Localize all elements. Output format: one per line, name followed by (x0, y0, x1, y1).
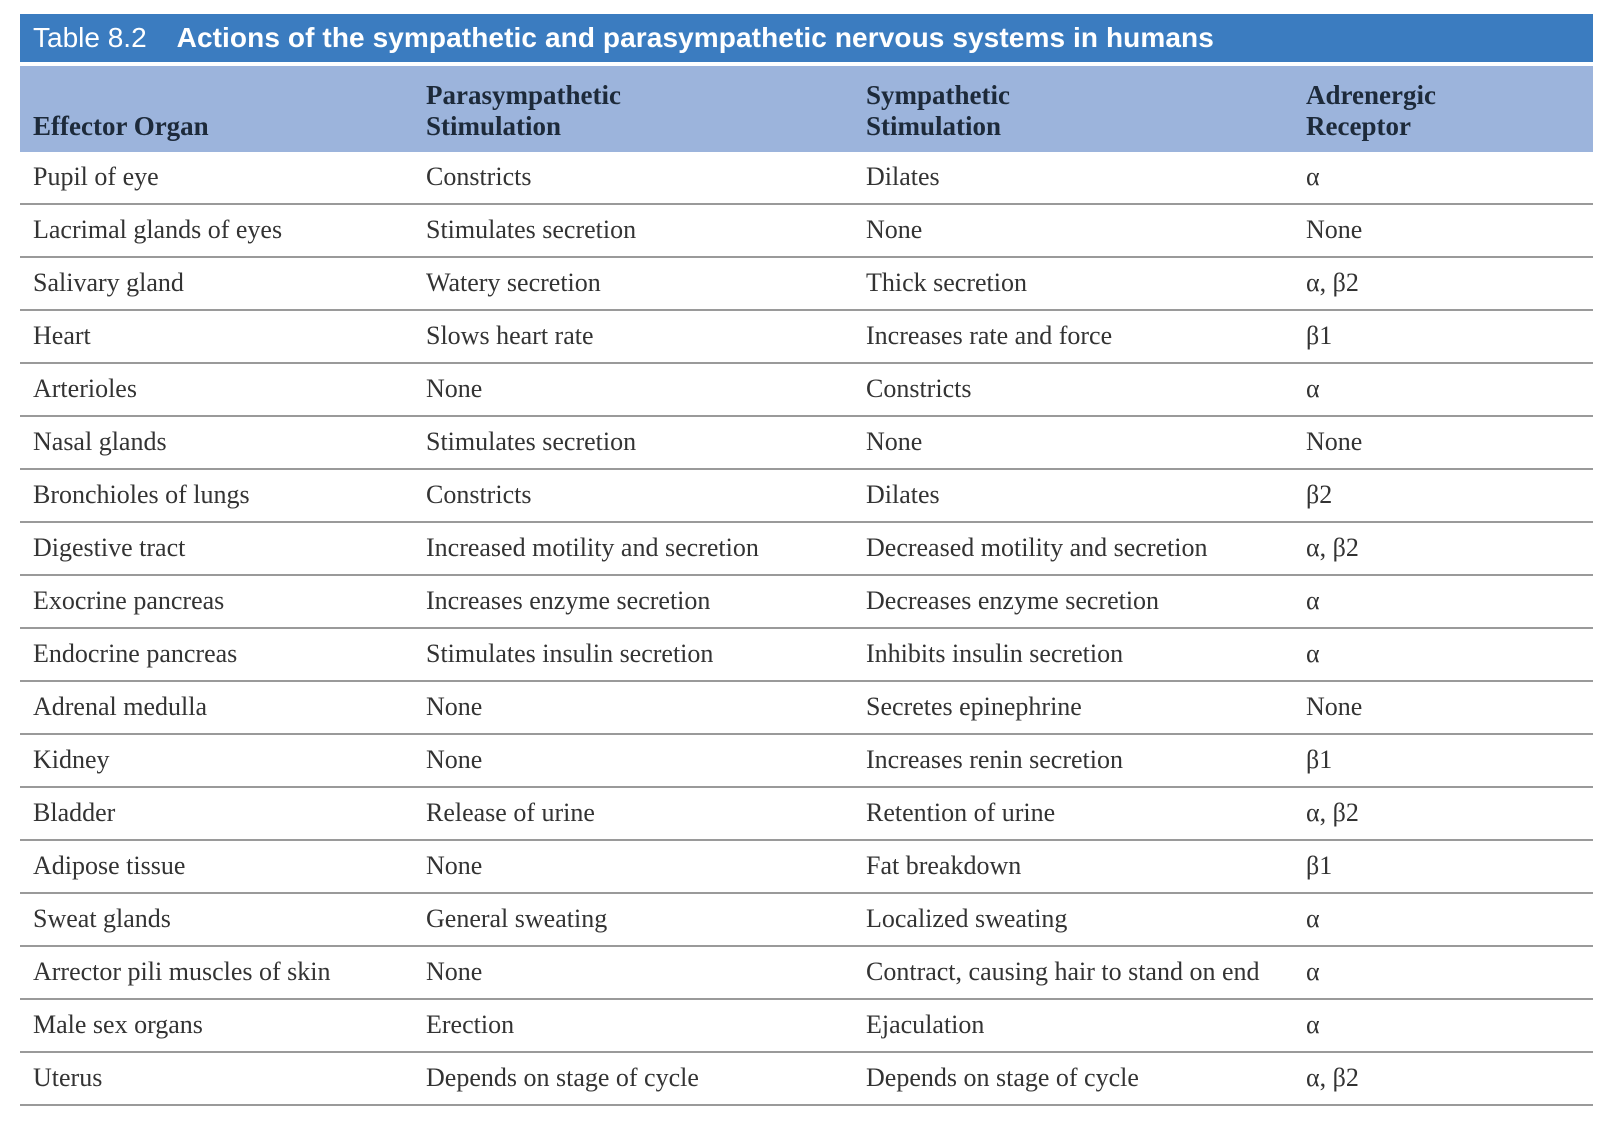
cell-effector-organ: Kidney (20, 734, 413, 787)
cell-effector-organ: Sweat glands (20, 893, 413, 946)
table-row (20, 787, 1593, 840)
cell-effector-organ: Bladder (20, 787, 413, 840)
cell-sympathetic: Decreases enzyme secretion (853, 575, 1293, 628)
header-effector-organ: Effector Organ (20, 66, 413, 152)
table-container (20, 14, 1593, 1106)
table-row (20, 204, 1593, 257)
table-row (20, 469, 1593, 522)
cell-parasympathetic: None (413, 840, 853, 893)
table-row (20, 840, 1593, 893)
effector-table (20, 66, 1593, 1106)
table-body (20, 152, 1593, 1105)
cell-parasympathetic: None (413, 363, 853, 416)
cell-adrenergic-receptor: β1 (1293, 840, 1593, 893)
cell-sympathetic: Thick secretion (853, 257, 1293, 310)
table-row (20, 628, 1593, 681)
cell-sympathetic: Dilates (853, 469, 1293, 522)
cell-adrenergic-receptor: α (1293, 363, 1593, 416)
cell-sympathetic: Dilates (853, 152, 1293, 204)
cell-sympathetic: Retention of urine (853, 787, 1293, 840)
cell-adrenergic-receptor: β1 (1293, 310, 1593, 363)
table-title: Actions of the sympathetic and parasympathetic nervous systems in humans (176, 22, 1214, 53)
table-header (20, 66, 1593, 152)
cell-sympathetic: Depends on stage of cycle (853, 1052, 1293, 1105)
cell-adrenergic-receptor: α, β2 (1293, 522, 1593, 575)
cell-sympathetic: Increases renin secretion (853, 734, 1293, 787)
cell-parasympathetic: Stimulates secretion (413, 204, 853, 257)
table-row (20, 734, 1593, 787)
cell-adrenergic-receptor: α (1293, 575, 1593, 628)
cell-adrenergic-receptor: α, β2 (1293, 787, 1593, 840)
cell-sympathetic: Ejaculation (853, 999, 1293, 1052)
cell-adrenergic-receptor: α, β2 (1293, 1052, 1593, 1105)
cell-effector-organ: Lacrimal glands of eyes (20, 204, 413, 257)
cell-effector-organ: Salivary gland (20, 257, 413, 310)
table-row (20, 575, 1593, 628)
cell-effector-organ: Uterus (20, 1052, 413, 1105)
cell-parasympathetic: Increases enzyme secretion (413, 575, 853, 628)
table-row (20, 946, 1593, 999)
cell-sympathetic: Localized sweating (853, 893, 1293, 946)
cell-parasympathetic: None (413, 681, 853, 734)
cell-sympathetic: Increases rate and force (853, 310, 1293, 363)
cell-effector-organ: Endocrine pancreas (20, 628, 413, 681)
cell-sympathetic: Decreased motility and secretion (853, 522, 1293, 575)
header-sympathetic: Sympathetic Stimulation (853, 66, 1293, 152)
cell-parasympathetic: Depends on stage of cycle (413, 1052, 853, 1105)
cell-effector-organ: Pupil of eye (20, 152, 413, 204)
cell-parasympathetic: Watery secretion (413, 257, 853, 310)
cell-adrenergic-receptor: α (1293, 628, 1593, 681)
table-number: Table 8.2 (33, 22, 147, 53)
cell-parasympathetic: General sweating (413, 893, 853, 946)
cell-effector-organ: Digestive tract (20, 522, 413, 575)
cell-sympathetic: Constricts (853, 363, 1293, 416)
table-row (20, 363, 1593, 416)
cell-effector-organ: Bronchioles of lungs (20, 469, 413, 522)
table-row (20, 999, 1593, 1052)
cell-effector-organ: Arrector pili muscles of skin (20, 946, 413, 999)
cell-sympathetic: Secretes epinephrine (853, 681, 1293, 734)
table-row (20, 522, 1593, 575)
cell-adrenergic-receptor: α (1293, 999, 1593, 1052)
cell-sympathetic: Inhibits insulin secretion (853, 628, 1293, 681)
cell-parasympathetic: Increased motility and secretion (413, 522, 853, 575)
table-row (20, 310, 1593, 363)
cell-sympathetic: None (853, 416, 1293, 469)
cell-parasympathetic: Erection (413, 999, 853, 1052)
cell-parasympathetic: None (413, 946, 853, 999)
cell-adrenergic-receptor: α (1293, 152, 1593, 204)
table-title-bar (20, 14, 1593, 66)
cell-sympathetic: Contract, causing hair to stand on end (853, 946, 1293, 999)
cell-adrenergic-receptor: β2 (1293, 469, 1593, 522)
cell-parasympathetic: None (413, 734, 853, 787)
cell-parasympathetic: Slows heart rate (413, 310, 853, 363)
cell-parasympathetic: Constricts (413, 152, 853, 204)
cell-effector-organ: Heart (20, 310, 413, 363)
table-row (20, 681, 1593, 734)
cell-parasympathetic: Stimulates secretion (413, 416, 853, 469)
cell-parasympathetic: Constricts (413, 469, 853, 522)
cell-effector-organ: Exocrine pancreas (20, 575, 413, 628)
cell-parasympathetic: Release of urine (413, 787, 853, 840)
cell-sympathetic: None (853, 204, 1293, 257)
table-row (20, 257, 1593, 310)
cell-adrenergic-receptor: α (1293, 893, 1593, 946)
cell-effector-organ: Male sex organs (20, 999, 413, 1052)
cell-adrenergic-receptor: None (1293, 204, 1593, 257)
cell-effector-organ: Adrenal medulla (20, 681, 413, 734)
cell-adrenergic-receptor: None (1293, 681, 1593, 734)
cell-sympathetic: Fat breakdown (853, 840, 1293, 893)
table-row (20, 893, 1593, 946)
cell-adrenergic-receptor: β1 (1293, 734, 1593, 787)
cell-parasympathetic: Stimulates insulin secretion (413, 628, 853, 681)
table-row (20, 1052, 1593, 1105)
table-row (20, 152, 1593, 204)
header-adrenergic-receptor: Adrenergic Receptor (1293, 66, 1593, 152)
header-row (20, 66, 1593, 152)
cell-adrenergic-receptor: α (1293, 946, 1593, 999)
header-parasympathetic: Parasympathetic Stimulation (413, 66, 853, 152)
cell-effector-organ: Arterioles (20, 363, 413, 416)
cell-adrenergic-receptor: None (1293, 416, 1593, 469)
cell-effector-organ: Nasal glands (20, 416, 413, 469)
cell-adrenergic-receptor: α, β2 (1293, 257, 1593, 310)
cell-effector-organ: Adipose tissue (20, 840, 413, 893)
table-row (20, 416, 1593, 469)
